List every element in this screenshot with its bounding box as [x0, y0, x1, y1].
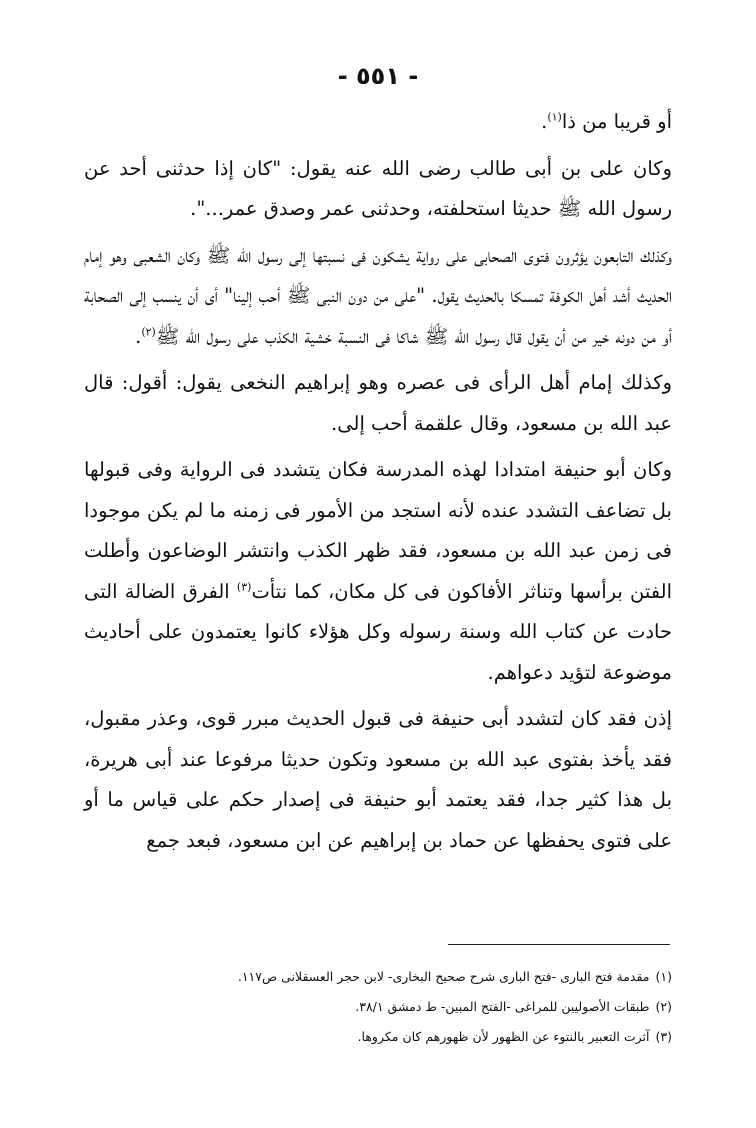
footnote-text: مقدمة فتح البارى -فتح البارى شرح صحيح البخارى- لابن حجر العسقلانى ص١١٧. [237, 969, 650, 984]
paragraph-1 [84, 102, 672, 143]
paragraph-5 [84, 450, 672, 693]
page-number: - ٥٥١ - [337, 62, 419, 90]
footnotes [84, 962, 672, 1052]
paragraph-2 [84, 149, 672, 230]
paragraph-text: وكان أبو حنيفة امتدادا لهذه المدرسة فكان يتشدد فى الرواية وفى قبولها بل تضاعف التشدد عنده لأنه استجد من الأمور فى زمنه ما لم يكن موجودا فى زمن عبد الله بن مسعود، فقد ظهر الكذب وانتشر الوضاعون وأطلت الفتن برأسها وتناثر الأفاكون فى كل مكان، كما نتأت [84, 458, 672, 603]
footnote-3 [84, 1022, 672, 1052]
footnote-2 [84, 992, 672, 1022]
footnote-number: (٣) [655, 1029, 672, 1044]
paragraph-3 [84, 236, 672, 358]
footnote-number: (٢) [655, 999, 672, 1014]
footnote-1 [84, 962, 672, 992]
paragraph-text: أو قريبا من ذا [561, 110, 672, 133]
paragraph-tail: الفرق الضالة التى حادت عن كتاب الله وسنة رسوله وكل هؤلاء كانوا يعتمدون على أحاديث موضوعة لتؤيد دعواهم. [84, 579, 672, 684]
footnote-ref-2[interactable]: (٢) [141, 325, 156, 338]
footnote-text: طبقات الأصوليين للمراغى -الفتح المبين- ط دمشق ٣٨/١. [355, 999, 650, 1014]
paragraph-4 [84, 363, 672, 444]
body-text [84, 102, 672, 861]
paragraph-text: إذن فقد كان لتشدد أبى حنيفة فى قبول الحديث مبرر قوى، وعذر مقبول، فقد يأخذ بفتوى عبد الله بن مسعود وتكون حديثا مرفوعا عند أبى هريرة، بل هذا كثير جدا، فقد يعتمد أبو حنيفة فى إصدار حكم على قياس ما أو على فتوى يحفظها عن حماد بن إبراهيم عن ابن مسعود، فبعد جمع [84, 707, 672, 852]
paragraph-text: وكان على بن أبى طالب رضى الله عنه يقول: "كان إذا حدثنى أحد عن رسول الله ﷺ حديثا استحلفته، وحدثنى عمر وصدق عمر...". [84, 156, 672, 220]
footnote-divider [448, 944, 670, 945]
footnote-ref-1[interactable]: (١) [547, 110, 562, 124]
paragraph-tail: . [135, 324, 142, 348]
paragraph-6 [84, 699, 672, 861]
paragraph-tail: . [541, 110, 548, 133]
paragraph-text: وكذلك التابعون يؤثرون فتوى الصحابى على رواية يشكون فى نسبتها إلى رسول الله ﷺ وكان الشعبى وهو إمام الحديث أشد أهل الكوفة تمسكا بالحديث يقول. "على من دون النبى ﷺ أحب إلينا" أى أن ينسب إلى الصحابة أو من دونه خير من أن يقول قال رسول الله ﷺ شاكا فى النسبة خشية الكذب على رسول الله ﷺ [84, 243, 672, 348]
footnote-number: (١) [655, 969, 672, 984]
footnote-ref-3[interactable]: (٣) [236, 580, 252, 593]
paragraph-text: وكذلك إمام أهل الرأى فى عصره وهو إبراهيم النخعى يقول: أقول: قال عبد الله بن مسعود، وقال علقمة أحب إلى. [84, 371, 672, 435]
footnote-text: آثرت التعبير بالنتوء عن الظهور لأن ظهورهم كان مكروها. [357, 1029, 650, 1044]
